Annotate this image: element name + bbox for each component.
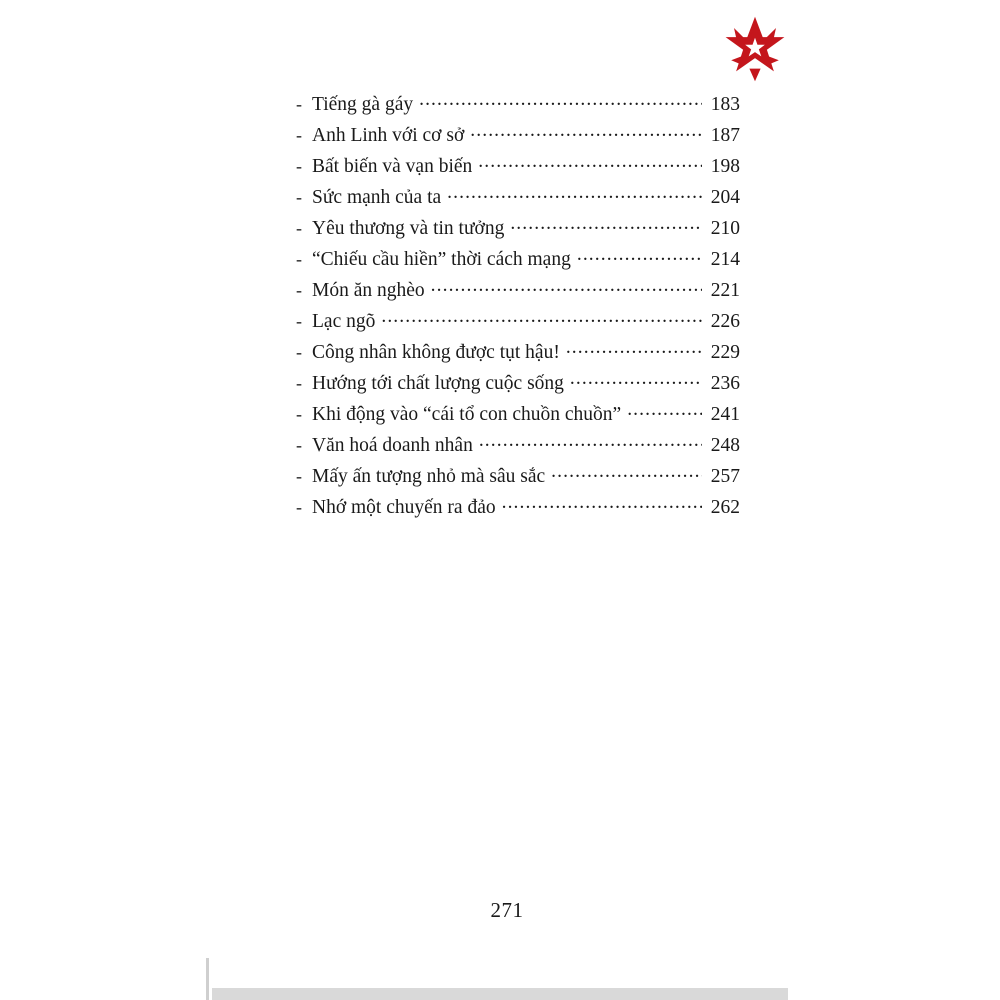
toc-entry-title: “Chiếu cầu hiền” thời cách mạng — [312, 248, 571, 270]
toc-entry-title: Công nhân không được tụt hậu! — [312, 341, 560, 363]
toc-entry[interactable] — [296, 214, 740, 245]
toc-entry-title: Mấy ấn tượng nhỏ mà sâu sắc — [312, 465, 546, 487]
page-bottom-bar — [212, 988, 788, 1000]
toc-entry-page: 221 — [710, 279, 740, 301]
toc-leader-dots — [570, 369, 702, 389]
page-number — [0, 898, 1000, 923]
toc-bullet: - — [296, 279, 302, 300]
toc-entry[interactable] — [296, 493, 740, 524]
toc-entry[interactable] — [296, 121, 740, 152]
toc-entry[interactable] — [296, 431, 740, 462]
toc-leader-dots — [419, 90, 702, 110]
toc-entry[interactable] — [296, 276, 740, 307]
toc-leader-dots — [510, 214, 702, 234]
toc-entry-page: 210 — [710, 217, 740, 239]
page-edge-decoration — [206, 958, 209, 1000]
toc-entry-page: 248 — [710, 434, 740, 456]
toc-entry[interactable] — [296, 338, 740, 369]
toc-leader-dots — [381, 307, 702, 327]
table-of-contents — [296, 90, 740, 524]
toc-bullet: - — [296, 124, 302, 145]
toc-leader-dots — [470, 121, 702, 141]
toc-entry-title: Văn hoá doanh nhân — [312, 434, 473, 456]
toc-entry-page: 198 — [710, 155, 740, 177]
toc-bullet: - — [296, 93, 302, 114]
toc-bullet: - — [296, 403, 302, 424]
toc-leader-dots — [551, 462, 702, 482]
star-emblem-icon — [720, 14, 790, 84]
toc-entry-title: Anh Linh với cơ sở — [312, 124, 465, 146]
toc-entry[interactable] — [296, 462, 740, 493]
toc-entry-page: 236 — [710, 372, 740, 394]
toc-entry-title: Khi động vào “cái tổ con chuồn chuồn” — [312, 403, 622, 425]
toc-entry[interactable] — [296, 369, 740, 400]
toc-entry-page: 241 — [710, 403, 740, 425]
toc-bullet: - — [296, 496, 302, 517]
toc-entry-page: 204 — [710, 186, 740, 208]
toc-entry[interactable] — [296, 245, 740, 276]
page-number-value: 271 — [490, 898, 524, 922]
toc-entry[interactable] — [296, 152, 740, 183]
toc-entry-title: Tiếng gà gáy — [312, 93, 414, 115]
toc-entry[interactable] — [296, 307, 740, 338]
toc-bullet: - — [296, 310, 302, 331]
toc-entry[interactable] — [296, 90, 740, 121]
toc-leader-dots — [577, 245, 702, 265]
toc-entry-page: 229 — [710, 341, 740, 363]
toc-leader-dots — [478, 152, 702, 172]
toc-bullet: - — [296, 155, 302, 176]
toc-bullet: - — [296, 341, 302, 362]
toc-entry-title: Yêu thương và tin tưởng — [312, 217, 505, 239]
toc-bullet: - — [296, 248, 302, 269]
toc-leader-dots — [627, 400, 702, 420]
toc-entry-page: 262 — [710, 496, 740, 518]
toc-leader-dots — [447, 183, 702, 203]
toc-bullet: - — [296, 434, 302, 455]
toc-bullet: - — [296, 186, 302, 207]
toc-bullet: - — [296, 217, 302, 238]
toc-entry-page: 226 — [710, 310, 740, 332]
toc-entry-page: 183 — [710, 93, 740, 115]
toc-entry[interactable] — [296, 183, 740, 214]
toc-entry-page: 257 — [710, 465, 740, 487]
toc-bullet: - — [296, 372, 302, 393]
toc-entry-title: Hướng tới chất lượng cuộc sống — [312, 372, 564, 394]
toc-entry-title: Món ăn nghèo — [312, 279, 425, 301]
toc-entry-title: Lạc ngõ — [312, 310, 376, 332]
toc-entry-title: Bất biến và vạn biến — [312, 155, 473, 177]
toc-leader-dots — [566, 338, 702, 358]
toc-bullet: - — [296, 465, 302, 486]
toc-leader-dots — [502, 493, 702, 513]
toc-entry-title: Nhớ một chuyến ra đảo — [312, 496, 496, 518]
toc-entry-title: Sức mạnh của ta — [312, 186, 442, 208]
toc-leader-dots — [479, 431, 702, 451]
toc-entry-page: 187 — [710, 124, 740, 146]
toc-leader-dots — [431, 276, 702, 296]
toc-entry[interactable] — [296, 400, 740, 431]
toc-entry-page: 214 — [710, 248, 740, 270]
